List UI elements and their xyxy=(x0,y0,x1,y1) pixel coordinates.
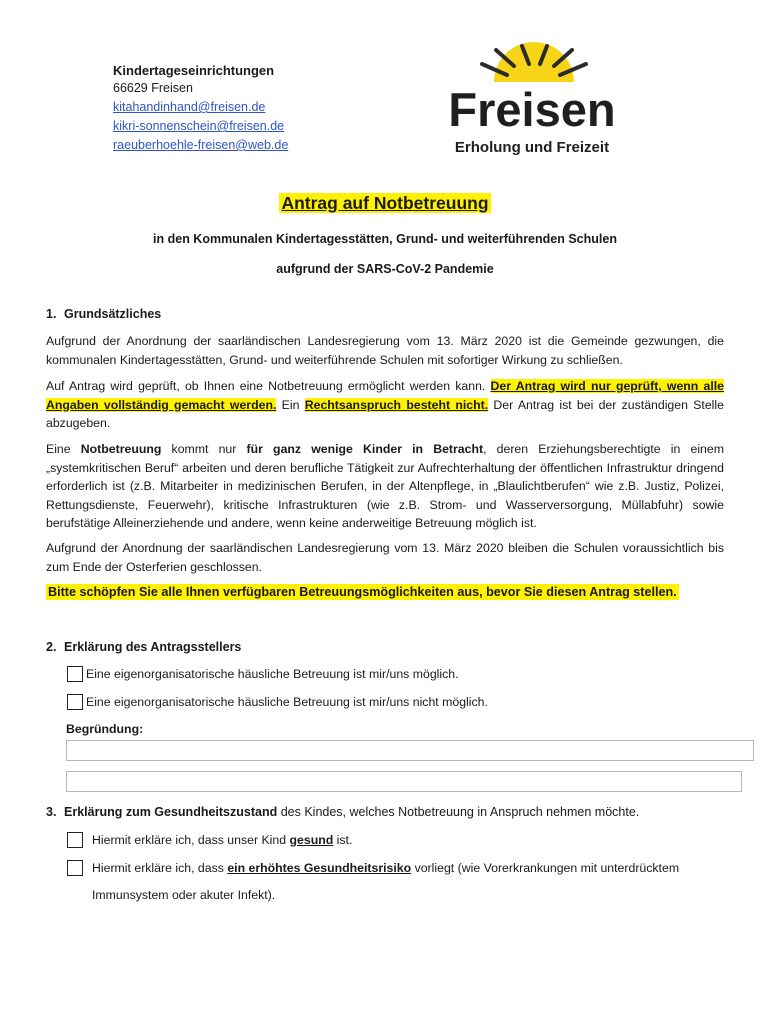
logo-tagline: Erholung und Freizeit xyxy=(454,139,610,156)
exhaust-options-banner: Bitte schöpfen Sie alle Ihnen verfügbaren Betreuungsmöglichkeiten aus, bevor Sie diesen Antrag stellen. xyxy=(48,585,677,599)
highlight-no-legal-claim: Rechtsanspruch besteht nicht. xyxy=(304,397,489,412)
form-title: Antrag auf Notbetreuung xyxy=(281,193,489,213)
checkbox-child-healthy[interactable] xyxy=(67,832,83,848)
reason-label: Begründung: xyxy=(66,722,144,736)
form-subtitle-pandemic: aufgrund der SARS-CoV-2 Pandemie xyxy=(276,262,494,276)
option-care-possible-label: Eine eigenorganisatorische häusliche Betreuung ist mir/uns möglich. xyxy=(86,667,459,681)
section2-heading: 2. Erklärung des Antragsstellers xyxy=(46,640,242,654)
highlight-complete-info: Der Antrag wird nur geprüft, wenn alle Angaben vollständig gemacht werden. xyxy=(46,379,724,412)
reason-field-line1[interactable] xyxy=(66,740,754,761)
section1-paragraph3: Eine Notbetreuung kommt nur für ganz wenige Kinder in Betracht, deren Erziehungsberechtigte in einem „systemkritischen Beruf“ arbeiten und deren berufliche Tätigkeit zur Aufrechterhaltung der öffentlichen Infrastruktur dringend erforderlich ist (z.B. Mitarbeiter in medizinischen Berufen, in der Altenpflege, in „Blaulichtberufen“ wie z.B. Justiz, Polizei, Rettungsdienste, Feuerwehr), kritische Infrastrukturen (wie z.B. Strom- und Wasserversorgung, Müllabfuhr) sowie berufstätige Alleinerziehende und andere, wenn keine anderweitige Betreuung möglich ist. xyxy=(46,442,724,530)
freisen-logo xyxy=(432,42,632,160)
reason-field-line2[interactable] xyxy=(66,771,742,792)
email-link-kita[interactable]: kitahandinhand@freisen.de xyxy=(113,100,266,114)
section1-paragraph4: Aufgrund der Anordnung der saarländischen Landesregierung vom 13. März 2020 bleiben die Schulen voraussichtlich bis zum Ende der Osterferien geschlossen. xyxy=(46,541,724,574)
section1-heading: 1. Grundsätzliches xyxy=(46,307,162,321)
section1-paragraph2: Auf Antrag wird geprüft, ob Ihnen eine Notbetreuung ermöglicht werden kann. Der Antrag wird nur geprüft, wenn alle Angaben vollständig gemacht werden. Ein Rechtsanspruch besteht nicht. Der Antrag ist bei der zuständigen Stelle abzugeben. xyxy=(46,379,724,430)
email-link-kikri[interactable]: kikri-sonnenschein@freisen.de xyxy=(113,119,285,133)
checkbox-care-not-possible[interactable] xyxy=(67,694,83,710)
section3-heading: 3. Erklärung zum Gesundheitszustand des Kindes, welches Notbetreuung in Anspruch nehmen möchte. xyxy=(46,805,640,819)
logo-name: Freisen xyxy=(448,83,616,136)
section1-paragraph1: Aufgrund der Anordnung der saarländischen Landesregierung vom 13. März 2020 ist die Gemeinde gezwungen, die kommunalen Kindertagesstätten, Grund- und weiterführende Schulen mit sofortiger Wirkung zu schließen. xyxy=(46,334,724,367)
checkbox-care-possible[interactable] xyxy=(67,666,83,682)
option-increased-risk-label-cont: Immunsystem oder akuter Infekt). xyxy=(92,888,276,902)
option-increased-risk-label: Hiermit erkläre ich, dass ein erhöhtes Gesundheitsrisiko vorliegt (wie Vorerkrankungen mit unterdrücktem xyxy=(92,861,680,875)
email-link-raeuberhoehle[interactable]: raeuberhoehle-freisen@web.de xyxy=(113,138,289,152)
option-child-healthy-label: Hiermit erkläre ich, dass unser Kind gesund ist. xyxy=(92,833,353,847)
form-subtitle-institutions: in den Kommunalen Kindertagesstätten, Grund- und weiterführenden Schulen xyxy=(153,232,617,246)
checkbox-increased-risk[interactable] xyxy=(67,860,83,876)
organization-address: 66629 Freisen xyxy=(113,81,193,95)
option-care-not-possible-label: Eine eigenorganisatorische häusliche Betreuung ist mir/uns nicht möglich. xyxy=(86,695,488,709)
organization-name: Kindertageseinrichtungen xyxy=(113,63,275,78)
